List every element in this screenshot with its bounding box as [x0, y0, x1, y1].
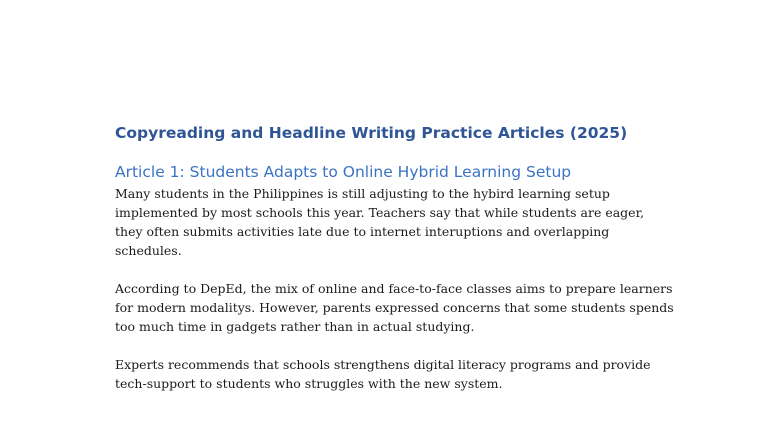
article-heading: Article 1: Students Adapts to Online Hybrid Learning Setup: [115, 163, 572, 181]
document-title: Copyreading and Headline Writing Practice Articles (2025): [115, 124, 628, 142]
document-body: [115, 122, 675, 393]
article-paragraph: Many students in the Philippines is still adjusting to the hybird learning setup implemented by most schools this year. Teachers say that while students are eager, they often submits activities late due to internet interuptions and overlapping schedules.: [115, 186, 645, 258]
article-paragraph: According to DepEd, the mix of online and face-to-face classes aims to prepare learners for modern modalitys. However, parents expressed concerns that some students spends too much time in gadgets rather than in actual studying.: [115, 281, 674, 334]
article-paragraph: Experts recommends that schools strengthens digital literacy programs and provide tech-support to students who struggles with the new system.: [115, 357, 651, 391]
